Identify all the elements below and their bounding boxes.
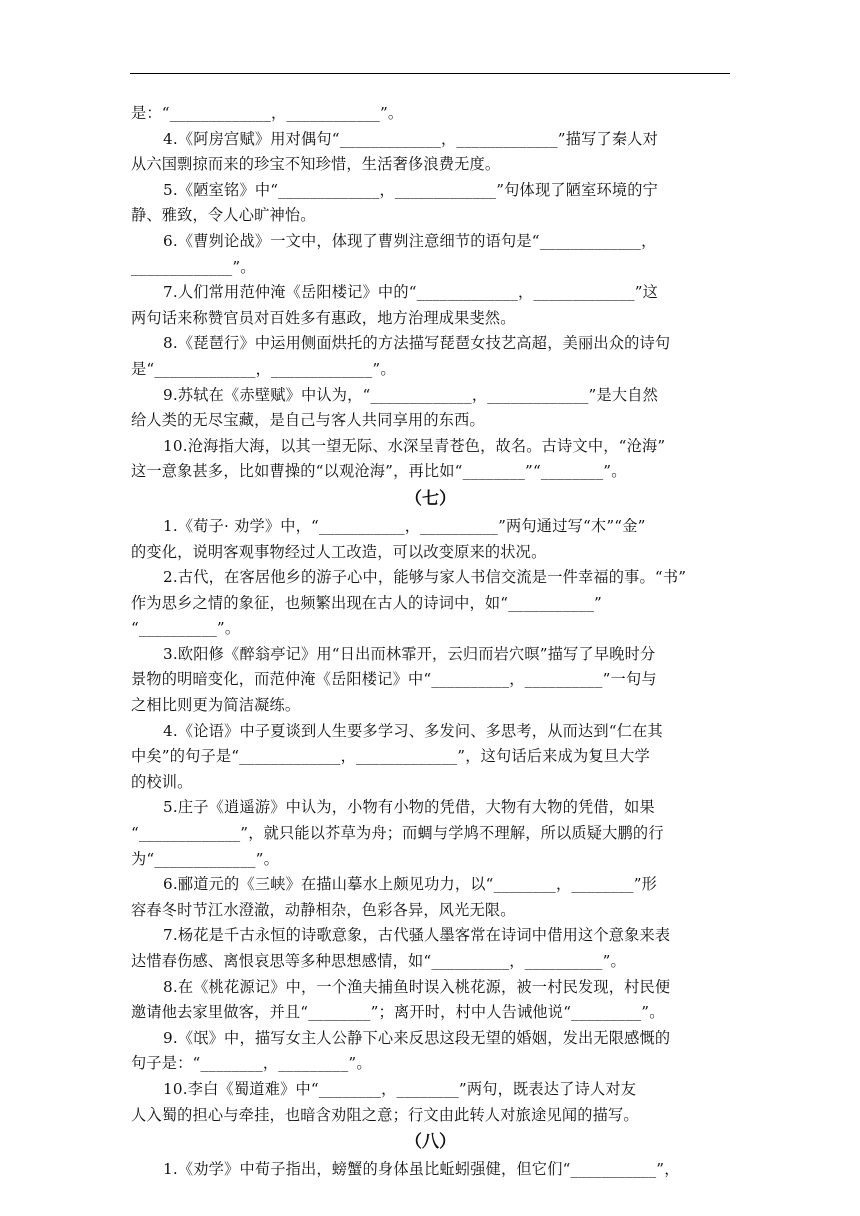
text-line: 给人类的无尽宝藏，是自己与客人共同享用的东西。 — [131, 411, 485, 430]
text-line: 1.《劝学》中荀子指出，螃蟹的身体虽比蚯蚓强健，但它们“___________”， — [163, 1160, 680, 1179]
text-line: 从六国剽掠而来的珍宝不知珍惜，生活奢侈浪费无度。 — [131, 155, 501, 174]
text-line: 为“_____________”。 — [131, 849, 280, 868]
text-line: 8.在《桃花源记》中，一个渔夫捕鱼时误入桃花源，被一村民发现，村民便 — [163, 977, 671, 996]
header-rule — [130, 73, 730, 74]
text-line: 这一意象甚多，比如曹操的“以观沧海”，再比如“________”“________”。 — [131, 462, 627, 481]
text-line: 9.苏轼在《赤壁赋》中认为，“_____________，_____________”是大自然 — [163, 385, 659, 404]
text-line: 作为思乡之情的象征，也频繁出现在古人的诗词中，如“___________” — [131, 593, 602, 612]
text-line: 5.庄子《逍遥游》中认为，小物有小物的凭借，大物有大物的凭借，如果 — [163, 798, 655, 817]
text-line: 邀请他去家里做客，并且“________”；离开时，村中人告诫他说“_________”。 — [131, 1003, 665, 1022]
text-line: 两句话来称赞官员对百姓多有惠政，地方治理成果斐然。 — [131, 308, 516, 327]
text-line: 是：“_____________，____________”。 — [131, 104, 404, 122]
text-line: _____________”。 — [131, 257, 256, 276]
section-heading: （七） — [405, 488, 456, 509]
text-line: “__________”。 — [131, 619, 241, 638]
text-line: “_____________”，就只能以芥草为舟；而蜩与学鸠不理解，所以质疑大鹏的行 — [131, 824, 664, 843]
text-line: 句子是：“________，_________”。 — [131, 1054, 372, 1073]
text-line: 6.《曹刿论战》一文中，体现了曹刿注意细节的语句是“_____________， — [163, 231, 657, 250]
text-line: 4.《论语》中子夏谈到人生要多学习、多发问、多思考，从而达到“仁在其 — [163, 721, 663, 740]
text-line: 10.沧海指大海，以其一望无际、水深呈青苍色，故名。古诗文中，“沧海” — [163, 436, 666, 455]
text-line: 的校训。 — [131, 772, 193, 791]
text-line: 10.李白《蜀道难》中“________，________”两句，既表达了诗人对友 — [163, 1079, 637, 1098]
section-heading: （八） — [405, 1132, 456, 1153]
text-line: 3.欧阳修《醉翁亭记》用“日出而林霏开，云归而岩穴暝”描写了早晚时分 — [163, 644, 656, 663]
text-line: 达惜春伤感、离恨哀思等多种思想感情，如“__________，__________”。 — [131, 952, 626, 970]
text-line: 6.郦道元的《三峡》在描山摹水上颇见功力，以“________，________”形 — [163, 875, 658, 894]
text-line: 7.人们常用范仲淹《岳阳楼记》中的“_____________，_____________”这 — [163, 283, 659, 302]
text-line: 容春冬时节江水澄澈，动静相杂，色彩各异，风光无限。 — [131, 900, 516, 919]
text-line: 人入蜀的担心与牵挂，也暗含劝阻之意；行文由此转人对旅途见闻的描写。 — [131, 1105, 639, 1124]
text-line: 之相比则更为简洁凝练。 — [131, 696, 301, 715]
text-line: 是“_____________，_____________”。 — [131, 359, 396, 378]
text-line: 5.《陋室铭》中“_____________，_____________”句体现了陋室环境的宁 — [163, 180, 659, 199]
text-line: 9.《氓》中，描写女主人公静下心来反思这段无望的婚姻，发出无限感慨的 — [163, 1028, 671, 1047]
text-line: 4.《阿房宫赋》用对偶句“_____________，_____________”描写了秦人对 — [163, 129, 659, 148]
text-line: 7.杨花是千古永恒的诗歌意象，古代骚人墨客常在诗词中借用这个意象来表 — [163, 926, 671, 945]
text-line: 8.《琵琶行》中运用侧面烘托的方法描写琵琶女技艺高超，美丽出众的诗句 — [163, 334, 671, 353]
text-line: 2.古代，在客居他乡的游子心中，能够与家人书信交流是一件幸福的事。“书” — [163, 568, 687, 587]
document-body — [131, 101, 730, 1183]
text-line: 静、雅致，令人心旷神怡。 — [131, 206, 316, 225]
text-line: 景物的明暗变化，而范仲淹《岳阳楼记》中“__________，__________”一句与 — [131, 670, 657, 689]
text-line: 的变化，说明客观事物经过人工改造，可以改变原来的状况。 — [131, 542, 547, 561]
text-line: 中矣”的句子是“_____________，_____________”，这句话后来成为复旦大学 — [131, 747, 650, 766]
text-line: 1.《荀子· 劝学》中，“___________，__________”两句通过写“木”“金” — [163, 516, 646, 535]
